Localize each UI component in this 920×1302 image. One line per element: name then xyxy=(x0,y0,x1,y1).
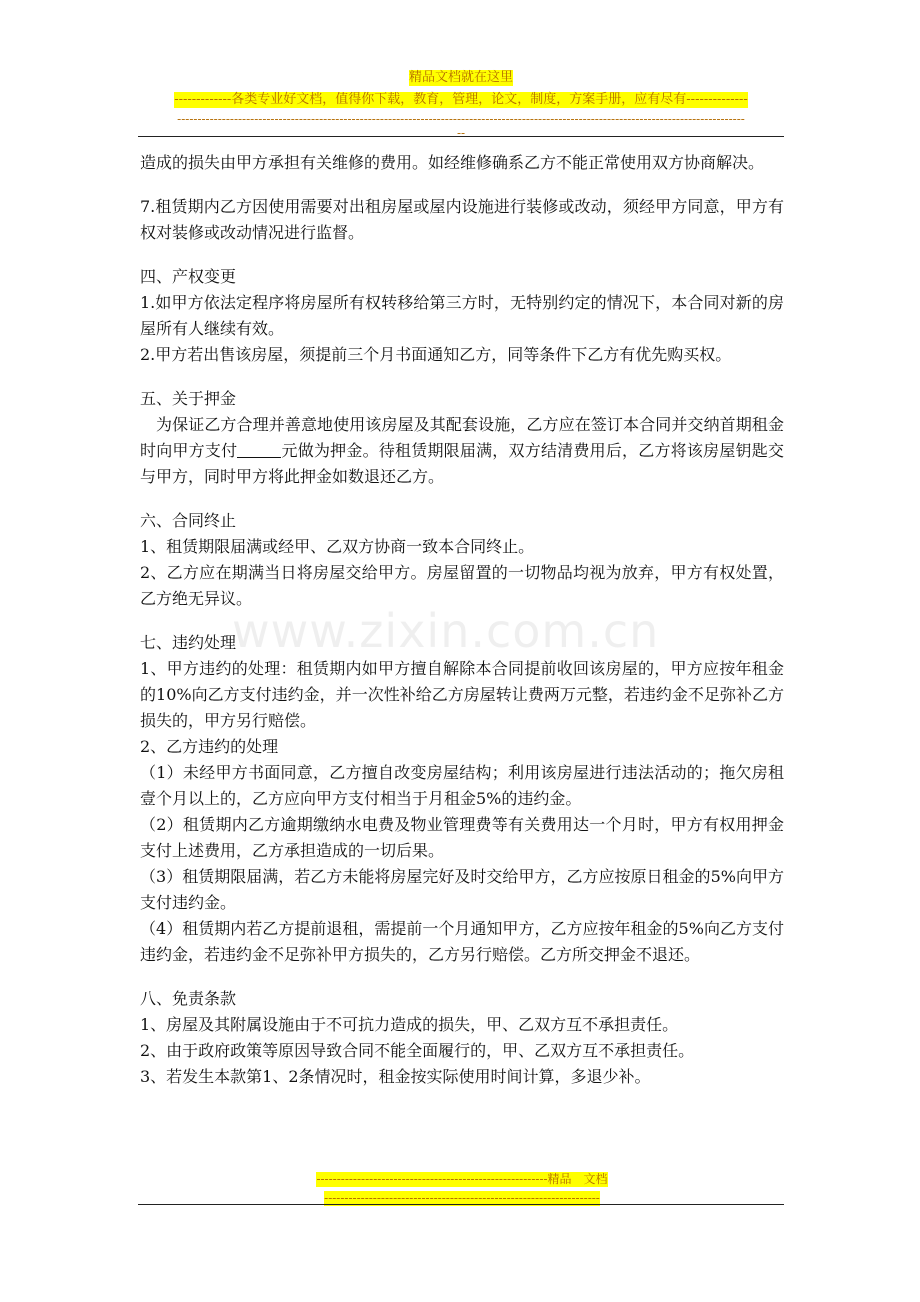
section-7-title: 七、违约处理 xyxy=(140,633,237,652)
section-8-item-3: 3、若发生本款第1、2条情况时，租金按实际使用时间计算，多退少补。 xyxy=(140,1067,651,1086)
header-dash-tail: -- xyxy=(456,126,466,140)
section-7-item-2-2: （2）租赁期内乙方逾期缴纳水电费及物业管理费等有关费用达一个月时，甲方有权用押金支付上述费用，乙方承担造成的一切后果。 xyxy=(140,815,784,860)
section-5-title: 五、关于押金 xyxy=(140,389,237,408)
document-body xyxy=(140,150,784,1090)
footer-line-1: ---------------------------------------------------------精品 文档 xyxy=(316,1172,608,1186)
footer-line-2: -------------------------------------------------------------------- xyxy=(324,1191,600,1205)
section-5-text-b: 元做为押金。待租赁期限届满，双方结清费用后，乙方将该房屋钥匙交与甲方，同时甲方将此押金如数退还乙方。 xyxy=(140,441,784,486)
section-7-item-1: 1、甲方违约的处理：租赁期内如甲方擅自解除本合同提前收回该房屋的，甲方应按年租金的10%向乙方支付违约金，并一次性补给乙方房屋转让费两万元整，若违约金不足弥补乙方损失的，甲方另行赔偿。 xyxy=(140,659,784,730)
page-footer xyxy=(292,1168,632,1206)
footer-rule xyxy=(138,1204,784,1205)
paragraph-continuation: 造成的损失由甲方承担有关维修的费用。如经维修确系乙方不能正常使用双方协商解决。 xyxy=(140,153,765,172)
section-6-item-2: 2、乙方应在期满当日将房屋交给甲方。房屋留置的一切物品均视为放弃，甲方有权处置，乙方绝无异议。 xyxy=(140,563,784,608)
section-7-item-2-3: （3）租赁期限届满，若乙方未能将房屋完好及时交给甲方，乙方应按原日租金的5%向甲方支付违约金。 xyxy=(140,867,784,912)
section-8-title: 八、免责条款 xyxy=(140,989,237,1008)
section-4-item-1: 1.如甲方依法定程序将房屋所有权转移给第三方时，无特别约定的情况下，本合同对新的房屋所有人继续有效。 xyxy=(140,293,784,338)
header-rule xyxy=(138,136,784,137)
section-7-item-2: 2、乙方违约的处理 xyxy=(140,737,279,756)
page-header xyxy=(138,66,784,140)
section-4-title: 四、产权变更 xyxy=(140,267,237,286)
deposit-blank xyxy=(237,441,281,458)
section-7-item-2-1: （1）未经甲方书面同意，乙方擅自改变房屋结构；利用该房屋进行违法活动的；拖欠房租壹个月以上的，乙方应向甲方支付相当于月租金5%的违约金。 xyxy=(140,763,784,808)
section-6-title: 六、合同终止 xyxy=(140,511,237,530)
section-5-body xyxy=(140,412,784,490)
header-title: 精品文档就在这里 xyxy=(408,70,513,85)
watermark-text: www.zixin.com.cn xyxy=(232,604,660,658)
section-4-item-2: 2.甲方若出售该房屋，须提前三个月书面通知乙方，同等条件下乙方有优先购买权。 xyxy=(140,345,732,364)
section-5-text-a: 为保证乙方合理并善意地使用该房屋及其配套设施，乙方应在签订本合同并交纳首期租金时向甲方支付 xyxy=(140,415,784,460)
clause-7: 7.租赁期内乙方因使用需要对出租房屋或屋内设施进行装修或改动，须经甲方同意，甲方有权对装修或改动情况进行监督。 xyxy=(140,197,784,242)
header-dash-row: -------------------------------------------------------------------------------------------------------------------------------------------- xyxy=(177,112,745,126)
section-7-item-2-4: （4）租赁期内若乙方提前退租，需提前一个月通知甲方，乙方应按年租金的5%向乙方支付违约金，若违约金不足弥补甲方损失的，乙方另行赔偿。乙方所交押金不退还。 xyxy=(140,919,784,964)
section-8-item-2: 2、由于政府政策等原因导致合同不能全面履行的，甲、乙双方互不承担责任。 xyxy=(140,1041,695,1060)
section-8-item-1: 1、房屋及其附属设施由于不可抗力造成的损失，甲、乙双方互不承担责任。 xyxy=(140,1015,679,1034)
header-tagline: -------------各类专业好文档，值得你下载，教育，管理，论文，制度，方案手册，应有尽有-------------- xyxy=(174,92,748,107)
section-6-item-1: 1、租赁期限届满或经甲、乙双方协商一致本合同终止。 xyxy=(140,537,535,556)
